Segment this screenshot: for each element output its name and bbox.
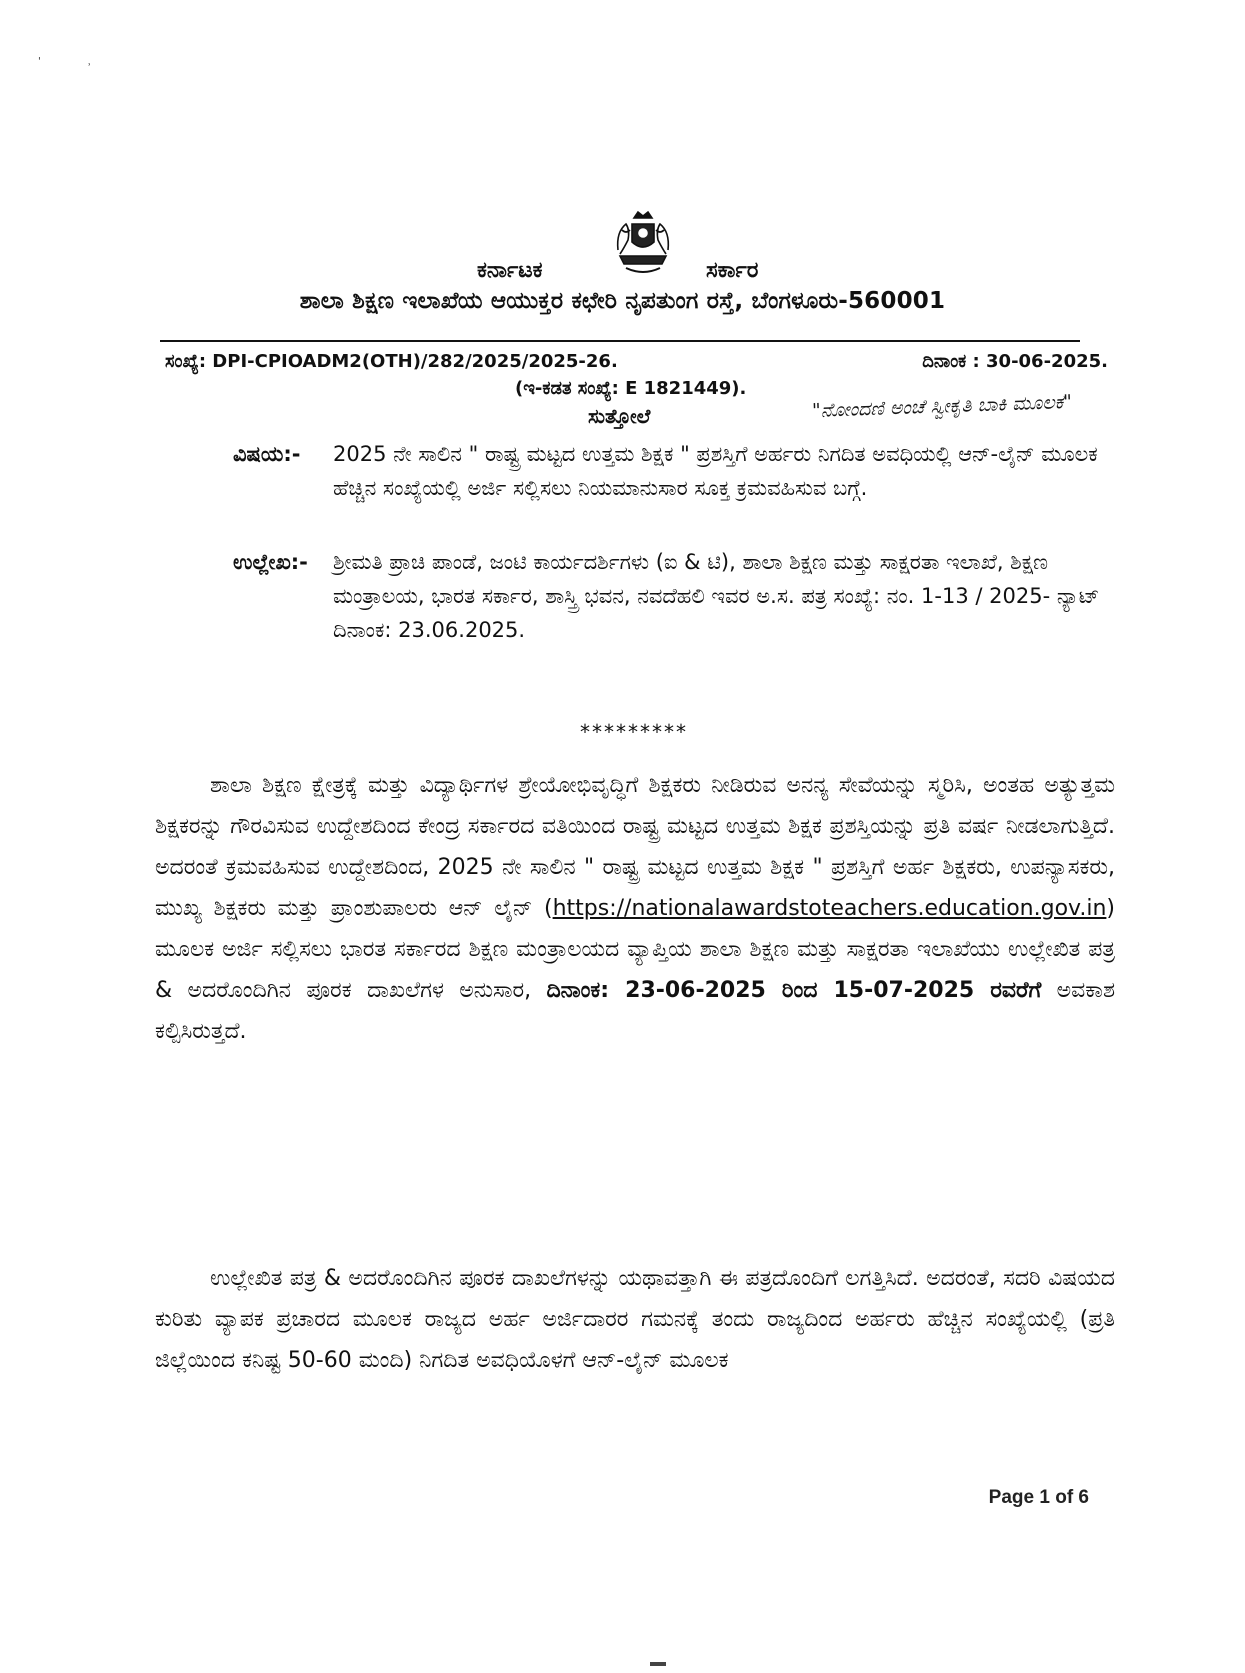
subject-block (233, 437, 1113, 547)
paragraph-1-text-b: ) ಮೂಲಕ ಅರ್ಜಿ ಸಲ್ಲಿಸಲು ಭಾರತ ಸರ್ಕಾರದ ಶಿಕ್ಷಣ ಮಂತ್ರಾಲಯದ ವ್ಯಾಪ್ತಿಯ ಶಾಲಾ ಶಿಕ್ಷಣ ಮತ್ತು ಸಾಕ್ಷರತಾ ಇಲಾಖೆಯು ಉಲ್ಲೇಖಿತ ಪತ್ರ & ಅದರೊಂದಿಗಿನ ಪೂರಕ ದಾಖಲೆಗಳ ಅನುಸಾರ, (155, 896, 1115, 1003)
scan-speck: ˒ (88, 60, 92, 71)
section-separator: ********* (580, 720, 688, 744)
document-date: ದಿನಾಂಕ : 30-06-2025. (922, 351, 1108, 372)
office-address: ಶಾಲಾ ಶಿಕ್ಷಣ ಇಲಾಖೆಯ ಆಯುಕ್ತರ ಕಛೇರಿ ನೃಪತುಂಗ ರಸ್ತೆ, ಬೆಂಗಳೂರು-560001 (299, 288, 946, 314)
paragraph-2-text: ಉಲ್ಲೇಖಿತ ಪತ್ರ & ಅದರೊಂದಿಗಿನ ಪೂರಕ ದಾಖಲೆಗಳನ್ನು ಯಥಾವತ್ತಾಗಿ ಈ ಪತ್ರದೊಂದಿಗೆ ಲಗತ್ತಿಸಿದೆ. ಅದರಂತೆ, ಸದರಿ ವಿಷಯದ ಕುರಿತು ವ್ಯಾಪಕ ಪ್ರಚಾರದ ಮೂಲಕ ರಾಜ್ಯದ ಅರ್ಹ ಅರ್ಜಿದಾರರ ಗಮನಕ್ಕೆ ತಂದು ರಾಜ್ಯದಿಂದ ಅರ್ಹರು ಹೆಚ್ಚಿನ ಸಂಖ್ಯೆಯಲ್ಲಿ (ಪ್ರತಿ ಜಿಲ್ಲೆಯಿಂದ ಕನಿಷ್ಟ 50-60 ಮಂದಿ) ನಿಗದಿತ ಅವಧಿಯೊಳಗೆ ಆನ್-ಲೈನ್ ಮೂಲಕ (155, 1266, 1115, 1373)
header-divider (160, 340, 1080, 342)
page-number: Page 1 of 6 (988, 1487, 1089, 1508)
circular-title: ಸುತ್ತೋಲೆ (588, 404, 651, 428)
karnataka-emblem-icon (612, 210, 674, 276)
scan-edge-mark (650, 1662, 666, 1666)
subject-text: 2025 ನೇ ಸಾಲಿನ " ರಾಷ್ಟ್ರ ಮಟ್ಟದ ಉತ್ತಮ ಶಿಕ್ಷಕ " ಪ್ರಶಸ್ತಿಗೆ ಅರ್ಹರು ನಿಗದಿತ ಅವಧಿಯಲ್ಲಿ ಆನ್-ಲೈನ್ ಮೂಲಕ ಹೆಚ್ಚಿನ ಸಂಖ್ಯೆಯಲ್ಲಿ ಅರ್ಜಿ ಸಲ್ಲಿಸಲು ನಿಯಮಾನುಸಾರ ಸೂಕ್ತ ಕ್ರಮವಹಿಸುವ ಬಗ್ಗೆ. (333, 442, 1098, 500)
application-period: ದಿನಾಂಕ: 23-06-2025 ರಿಂದ 15-07-2025 ರವರೆಗೆ (546, 978, 1042, 1003)
paragraph-1-text-a: ಶಾಲಾ ಶಿಕ್ಷಣ ಕ್ಷೇತ್ರಕ್ಕೆ ಮತ್ತು ವಿದ್ಯಾರ್ಥಿಗಳ ಶ್ರೇಯೋಭಿವೃದ್ಧಿಗೆ ಶಿಕ್ಷಕರು ನೀಡಿರುವ ಅನನ್ಯ ಸೇವೆಯನ್ನು ಸ್ಮರಿಸಿ, ಅಂತಹ ಅತ್ಯುತ್ತಮ ಶಿಕ್ಷಕರನ್ನು ಗೌರವಿಸುವ ಉದ್ದೇಶದಿಂದ ಕೇಂದ್ರ ಸರ್ಕಾರದ ವತಿಯಿಂದ ರಾಷ್ಟ್ರ ಮಟ್ಟದ ಉತ್ತಮ ಶಿಕ್ಷಕ ಪ್ರಶಸ್ತಿಯನ್ನು ಪ್ರತಿ ವರ್ಷ ನೀಡಲಾಗುತ್ತಿದೆ. ಅದರಂತೆ ಕ್ರಮವಹಿಸುವ ಉದ್ದೇಶದಿಂದ, 2025 ನೇ ಸಾಲಿನ " ರಾಷ್ಟ್ರ ಮಟ್ಟದ ಉತ್ತಮ ಶಿಕ್ಷಕ " ಪ್ರಶಸ್ತಿಗೆ ಅರ್ಹ ಶಿಕ್ಷಕರು, ಉಪನ್ಯಾಸಕರು, ಮುಖ್ಯ ಶಿಕ್ಷಕರು ಮತ್ತು ಪ್ರಾಂಶುಪಾಲರು ಆನ್ ಲೈನ್ ( (155, 773, 1115, 921)
government-name-right: ಸರ್ಕಾರ (706, 258, 759, 283)
reference-block (233, 545, 1113, 685)
subject-label: ವಿಷಯ:- (233, 442, 301, 466)
reference-label: ಉಲ್ಲೇಖ:- (233, 550, 308, 574)
reference-number: ಸಂಖ್ಯೆ: DPI-CPIOADM2(OTH)/282/2025/2025-26. (165, 351, 618, 372)
scan-speck: ' (38, 56, 41, 67)
government-name-left: ಕರ್ನಾಟಕ (477, 258, 543, 283)
paragraph-1-text-c: ಅವಕಾಶ ಕಲ್ಪಿಸಿರುತ್ತದೆ. (155, 978, 1115, 1044)
e-file-number: (ಇ-ಕಡತ ಸಂಖ್ಯೆ: E 1821449). (515, 378, 747, 399)
body-paragraph-1 (155, 765, 1115, 1052)
reference-text: ಶ್ರೀಮತಿ ಪ್ರಾಚಿ ಪಾಂಡೆ, ಜಂಟಿ ಕಾರ್ಯದರ್ಶಿಗಳು (ಐ & ಟಿ), ಶಾಲಾ ಶಿಕ್ಷಣ ಮತ್ತು ಸಾಕ್ಷರತಾ ಇಲಾಖೆ, ಶಿಕ್ಷಣ ಮಂತ್ರಾಲಯ, ಭಾರತ ಸರ್ಕಾರ, ಶಾಸ್ತ್ರಿ ಭವನ, ನವದೆಹಲಿ ಇವರ ಅ.ಸ. ಪತ್ರ ಸಂಖ್ಯೆ: ನಂ. 1-13 / 2025- ನ್ಯಾಟ್ ದಿನಾಂಕ: 23.06.2025. (333, 550, 1100, 642)
handwritten-note: "ನೋಂದಣಿ ಅಂಚೆ ಸ್ವೀಕೃತಿ ಬಾಕಿ ಮೂಲಕ" (811, 390, 1073, 422)
body-paragraph-2 (155, 1258, 1115, 1381)
award-portal-link[interactable]: https://nationalawardstoteachers.education.gov.in (552, 896, 1107, 921)
